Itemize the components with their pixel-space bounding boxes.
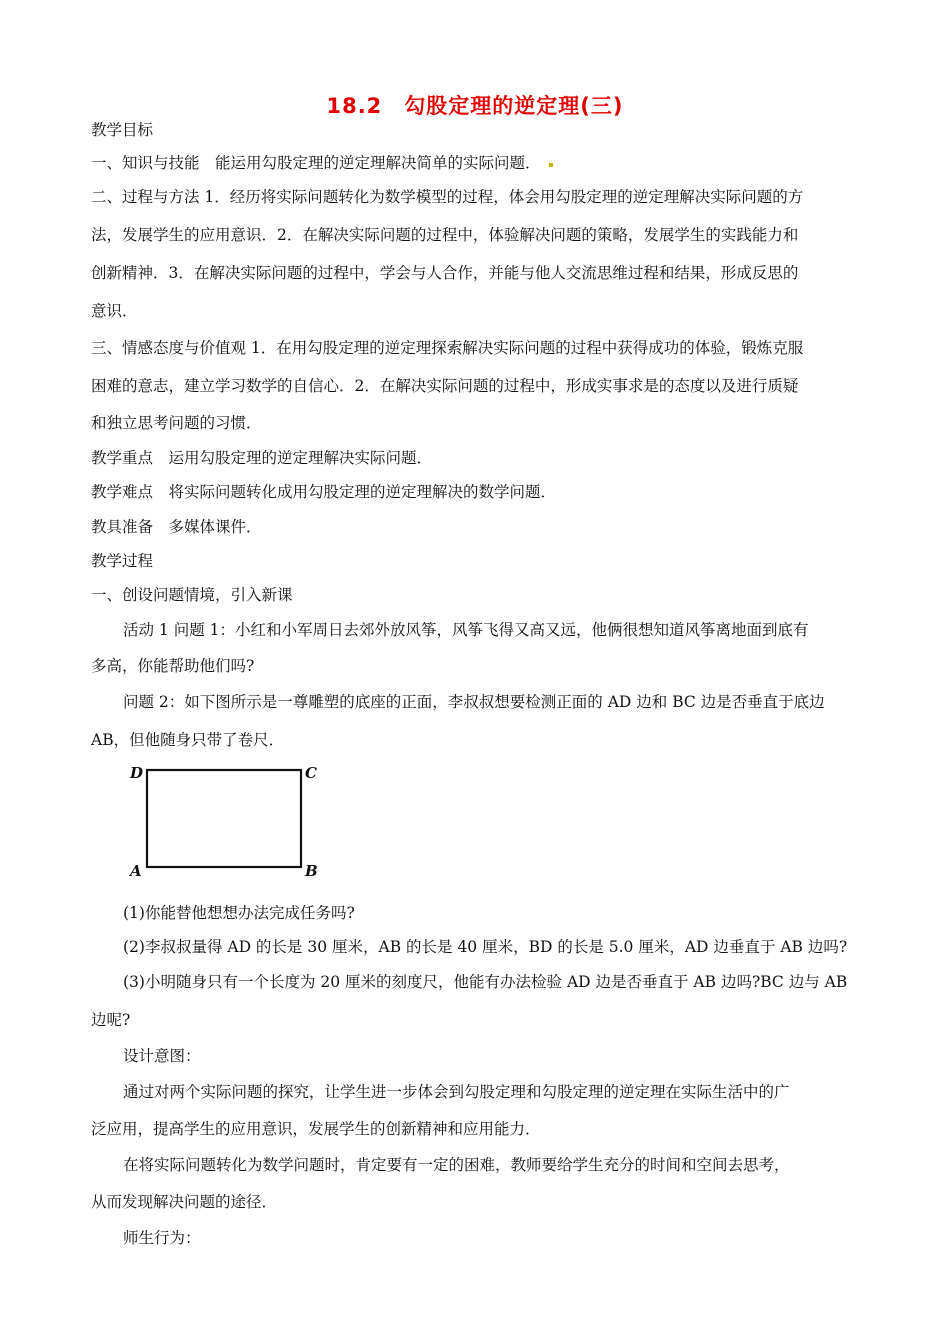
section-heading: 教学过程 xyxy=(91,552,154,570)
rectangle-abcd xyxy=(147,770,301,867)
paragraph-line: 和独立思考问题的习惯． xyxy=(91,414,262,432)
paragraph-line: 通过对两个实际问题的探究，让学生进一步体会到勾股定理和勾股定理的逆定理在实际生活中的广 xyxy=(123,1083,790,1101)
paragraph-line: 在将实际问题转化为数学问题时，肯定要有一定的困难，教师要给学生充分的时间和空间去思考， xyxy=(123,1156,790,1174)
question-line: (3)小明随身只有一个长度为 20 厘米的刻度尺，他能有办法检验 AD 边是否垂直于 AB 边吗?BC 边与 AB xyxy=(123,973,848,991)
marker-dot xyxy=(549,163,553,167)
rectangle-figure xyxy=(128,758,328,883)
paragraph-line: 困难的意志，建立学习数学的自信心．2．在解决实际问题的过程中，形成实事求是的态度以及进行质疑 xyxy=(91,377,799,395)
paragraph-line: 从而发现解决问题的途径． xyxy=(91,1193,278,1211)
section-heading: 一、创设问题情境，引入新课 xyxy=(91,586,293,604)
paragraph-text: 一、知识与技能 能运用勾股定理的逆定理解决简单的实际问题． xyxy=(91,154,541,172)
rectangle-diagram xyxy=(128,758,328,883)
paragraph-line: 二、过程与方法 1．经历将实际问题转化为数学模型的过程，体会用勾股定理的逆定理解决实际问题的方 xyxy=(91,188,804,206)
paragraph-line: 教学重点 运用勾股定理的逆定理解决实际问题． xyxy=(91,449,433,467)
question-line: (2)李叔叔量得 AD 的长是 30 厘米，AB 的长是 40 厘米，BD 的长是 5.0 厘米，AD 边垂直于 AB 边吗? xyxy=(123,938,848,956)
paragraph-line: 法，发展学生的应用意识．2．在解决实际问题的过程中，体验解决问题的策略，发展学生的实践能力和 xyxy=(91,226,799,244)
paragraph-line: 泛应用，提高学生的应用意识，发展学生的创新精神和应用能力． xyxy=(91,1120,541,1138)
question-line: 边呢? xyxy=(91,1011,131,1029)
vertex-label-a: A xyxy=(130,862,142,880)
section-heading: 设计意图： xyxy=(123,1047,201,1065)
paragraph-line: AB，但他随身只带了卷尺． xyxy=(91,731,285,749)
paragraph-line: 创新精神．3．在解决实际问题的过程中，学会与人合作，并能与他人交流思维过程和结果，形成反思的 xyxy=(91,264,799,282)
paragraph-line: 意识． xyxy=(91,302,138,320)
vertex-label-c: C xyxy=(305,764,317,782)
page-title: 18.2 勾股定理的逆定理(三) xyxy=(326,94,624,118)
paragraph-line: 问题 2：如下图所示是一尊雕塑的底座的正面，李叔叔想要检测正面的 AD 边和 BC 边是否垂直于底边 xyxy=(123,693,825,711)
question-line: (1)你能替他想想办法完成任务吗? xyxy=(123,904,355,922)
vertex-label-b: B xyxy=(305,862,318,880)
vertex-label-d: D xyxy=(130,764,144,782)
paragraph-line: 教具准备 多媒体课件． xyxy=(91,518,262,536)
paragraph-line xyxy=(91,153,553,173)
paragraph-line: 教学难点 将实际问题转化成用勾股定理的逆定理解决的数学问题． xyxy=(91,483,557,501)
section-heading: 师生行为： xyxy=(123,1229,201,1247)
paragraph-line: 活动 1 问题 1：小红和小军周日去郊外放风筝，风筝飞得又高又远，他俩很想知道风筝离地面到底有 xyxy=(123,621,809,639)
paragraph-line: 多高，你能帮助他们吗? xyxy=(91,657,255,675)
paragraph-line: 三、情感态度与价值观 1．在用勾股定理的逆定理探索解决实际问题的过程中获得成功的体验，锻炼克服 xyxy=(91,339,804,357)
section-heading: 教学目标 xyxy=(91,121,154,139)
